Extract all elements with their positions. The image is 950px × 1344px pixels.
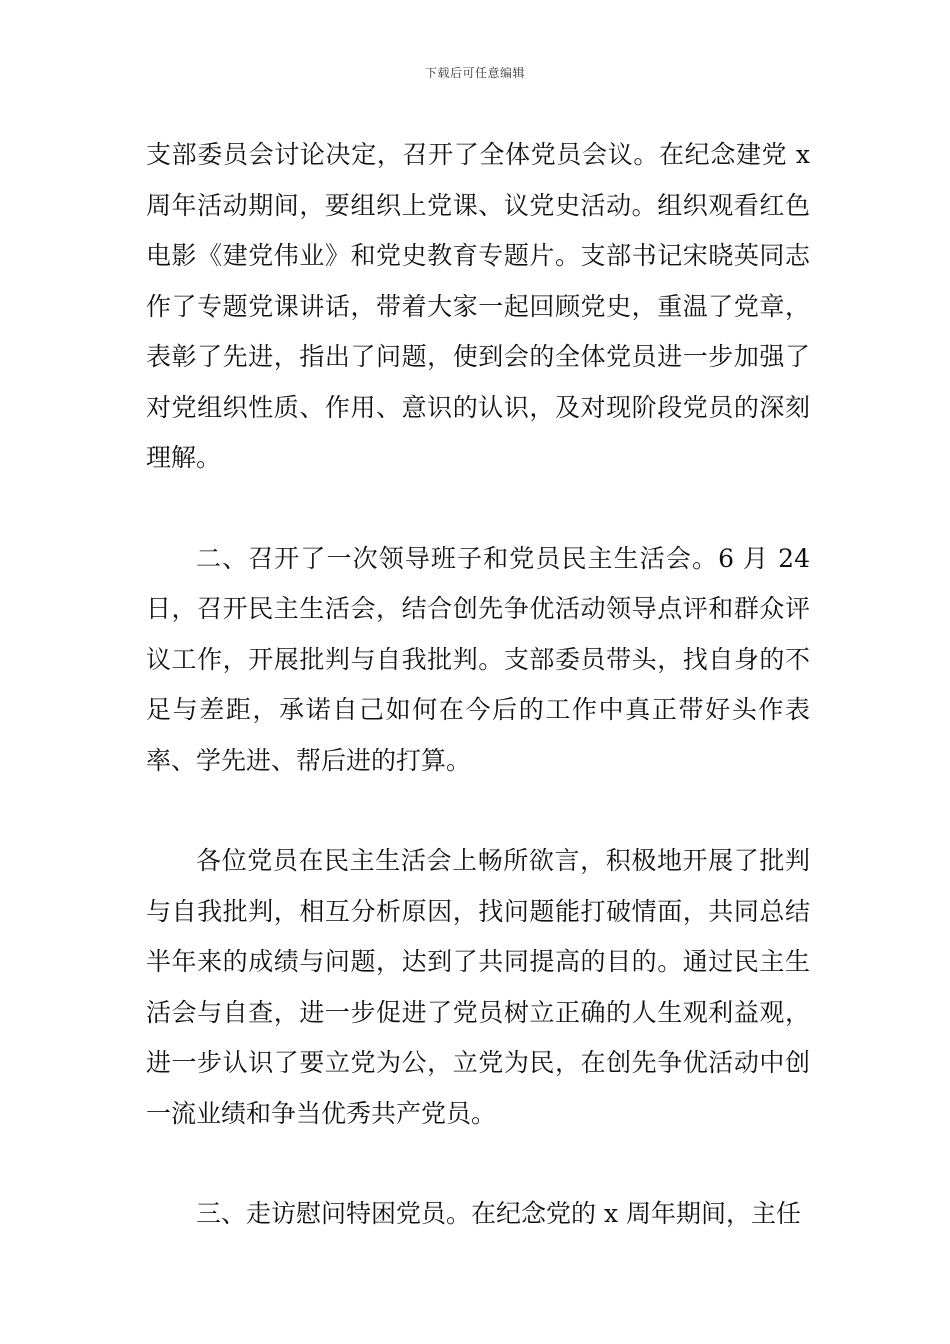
paragraph-section-three: 三、走访慰问特困党员。在纪念党的 x 周年期间，主任 [196, 1199, 801, 1228]
paragraph-gap [146, 1139, 810, 1189]
paragraph-gap [146, 786, 810, 836]
paragraph-continuation: 支部委员会讨论决定，召开了全体党员会议。在纪念建党 x 周年活动期间，要组织上党课、议党史活动。组织观看红色电影《建党伟业》和党史教育专题片。支部书记宋晓英同志作了专题党课讲话，带着大家一起回顾党史，重温了党章，表彰了先进，指出了问题，使到会的全体党员进一步加强了对党组织性质、作用、意识的认识，及对现阶段党员的深刻理解。 [146, 140, 810, 472]
page-header: 下载后可任意编辑 [424, 66, 525, 80]
paragraph-gap [146, 484, 810, 534]
paragraph-party-members: 各位党员在民主生活会上畅所欲言，积极地开展了批判与自我批判，相互分析原因，找问题能打破情面，共同总结半年来的成绩与问题，达到了共同提高的目的。通过民主生活会与自查，进一步促进了党员树立正确的人生观利益观，进一步认识了要立党为公，立党为民，在创先争优活动中创一流业绩和争当优秀共产党员。 [146, 846, 810, 1128]
paragraph-section-two: 二、召开了一次领导班子和党员民主生活会。6 月 24 日，召开民主生活会，结合创先争优活动领导点评和群众评议工作，开展批判与自我批判。支部委员带头，找自身的不足与差距，承诺自己如何在今后的工作中真正带好头作表率、学先进、帮后进的打算。 [146, 543, 810, 775]
document-body [146, 130, 810, 1240]
